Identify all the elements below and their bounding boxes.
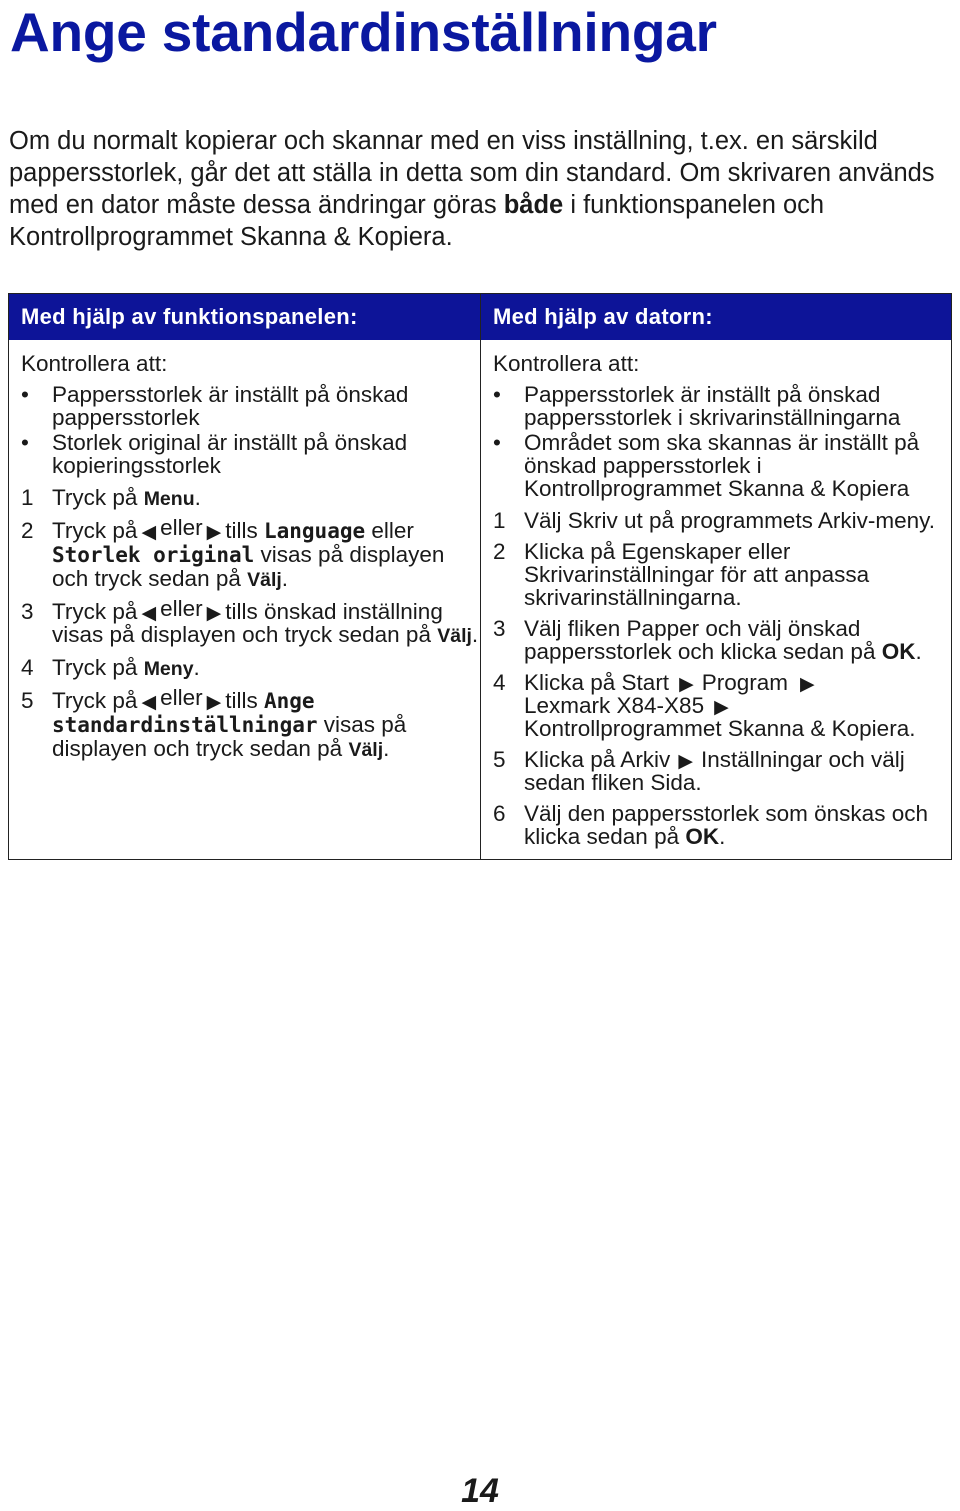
bullet-item: • Pappersstorlek är inställt på önskad pappersstorlek	[21, 383, 480, 429]
step-text: .	[383, 736, 390, 761]
bullet-item: • Området som ska skannas är inställt på önskad pappersstorlek i Kontrollprogrammet Skanna & Kopiera	[493, 431, 951, 500]
select-button-label: Välj	[437, 625, 472, 647]
computer-bullets	[493, 383, 951, 500]
step-text: tills	[225, 518, 258, 543]
select-button-label: Välj	[348, 739, 384, 761]
step-text: Klicka på Egenskaper eller Skrivarinställningar för att anpassa skrivarinställningarna.	[524, 539, 870, 610]
bullet-item: • Pappersstorlek är inställt på önskad pappersstorlek i skrivarinställningarna	[493, 383, 951, 429]
step-text: Välj fliken Papper och välj önskad pappersstorlek och klicka sedan på	[524, 616, 882, 664]
step-text: .	[719, 824, 726, 849]
step-number: 5	[493, 747, 506, 772]
step-text: .	[915, 639, 922, 664]
select-button-label: Välj	[247, 569, 282, 591]
step-number: 4	[493, 670, 506, 695]
step-text: Program	[701, 670, 788, 695]
step-number: 5	[21, 688, 34, 713]
step-text: Tryck på	[52, 655, 144, 680]
ok-label: OK	[685, 824, 720, 849]
intro-paragraph	[9, 125, 954, 253]
right-arrow-icon: ▶	[206, 603, 222, 624]
right-arrow-icon: ▶	[206, 692, 222, 713]
step-text: .	[193, 655, 200, 680]
display-text: Ange standardinställningar	[52, 689, 318, 737]
computer-column	[481, 294, 951, 859]
step-text: Tryck på	[52, 599, 138, 624]
bullet-item: • Storlek original är inställt på önskad kopieringsstorlek	[21, 431, 480, 477]
step-text: visas på displayen och tryck sedan på	[52, 542, 445, 591]
left-arrow-icon: ◀	[141, 522, 157, 543]
left-arrow-icon: ◀	[141, 603, 157, 624]
control-panel-column	[9, 294, 481, 859]
check-label: Kontrollera att:	[493, 351, 640, 376]
intro-bold: både	[503, 191, 564, 219]
step-item	[493, 617, 951, 663]
control-panel-bullets	[21, 383, 480, 477]
step-number: 3	[21, 599, 34, 624]
step-text: visas på displayen och tryck sedan på	[52, 712, 407, 761]
step-text: .	[194, 485, 201, 510]
step-number: 4	[21, 655, 34, 680]
step-text: tills	[225, 688, 258, 713]
step-text: Tryck på	[52, 518, 138, 543]
step-text: Inställningar och välj sedan fliken Sida.	[524, 747, 905, 795]
step-item	[493, 748, 951, 794]
control-panel-header: Med hjälp av funktionspanelen:	[9, 294, 480, 340]
step-item	[493, 802, 951, 848]
step-item	[21, 596, 480, 648]
control-panel-body	[9, 340, 480, 762]
step-number: 1	[21, 485, 34, 510]
step-text: Klicka på Arkiv	[524, 747, 671, 772]
step-item	[21, 515, 480, 592]
step-text: eller	[365, 518, 414, 543]
step-item	[493, 509, 951, 532]
step-text: Tryck på	[52, 688, 138, 713]
step-text: Lexmark X84-X85	[524, 693, 705, 718]
step-text: eller	[160, 515, 203, 540]
step-text: Tryck på	[52, 485, 144, 510]
step-text: Välj Skriv ut på programmets Arkiv-meny.	[524, 508, 935, 533]
page-number: 14	[461, 1472, 499, 1510]
step-item	[21, 656, 480, 681]
step-text: .	[281, 566, 289, 591]
step-item	[21, 685, 480, 762]
display-text: Language	[263, 519, 366, 543]
step-number: 6	[493, 801, 506, 826]
step-number: 2	[493, 539, 506, 564]
computer-header: Med hjälp av datorn:	[481, 294, 951, 340]
ok-label: OK	[881, 639, 916, 664]
right-arrow-icon: ▶	[206, 522, 222, 543]
intro-text-2: i funktionspanelen och Kontrollprogrammet Skanna & Kopiera.	[9, 191, 825, 251]
step-item	[493, 671, 951, 740]
check-label: Kontrollera att:	[21, 351, 168, 376]
step-item	[493, 540, 951, 609]
step-text: eller	[160, 685, 203, 710]
step-text: Klicka på Start	[524, 670, 670, 695]
display-text: Storlek original	[52, 543, 255, 567]
step-number: 2	[21, 518, 34, 543]
step-number: 1	[493, 508, 506, 533]
step-text: tills önskad inställning visas på displayen och tryck sedan på	[52, 599, 443, 647]
instructions-table	[8, 293, 952, 860]
menu-arrow-icon: ▶	[678, 751, 693, 772]
step-number: 3	[493, 616, 506, 641]
menu-arrow-icon: ▶	[679, 674, 694, 695]
left-arrow-icon: ◀	[141, 692, 157, 713]
computer-body	[481, 340, 951, 848]
menu-button-label: Meny	[143, 658, 194, 680]
menu-arrow-icon: ▶	[714, 697, 729, 718]
control-panel-steps	[21, 486, 480, 762]
menu-button-label: Menu	[143, 488, 195, 510]
step-text: .	[471, 622, 479, 647]
computer-steps	[493, 509, 951, 848]
step-text: Kontrollprogrammet Skanna & Kopiera.	[524, 716, 916, 741]
menu-arrow-icon: ▶	[799, 674, 815, 695]
page-title: Ange standardinställningar	[10, 1, 717, 63]
step-item	[21, 486, 480, 511]
step-text: Välj den pappersstorlek som önskas och klicka sedan på	[524, 801, 928, 849]
intro-text-1: Om du normalt kopierar och skannar med en viss inställning, t.ex. en särskild pappersstorlek, går det att ställa in detta som din standard. Om skrivaren används med en dator måste dessa ändringar göras	[9, 127, 935, 219]
step-text: eller	[160, 596, 203, 621]
